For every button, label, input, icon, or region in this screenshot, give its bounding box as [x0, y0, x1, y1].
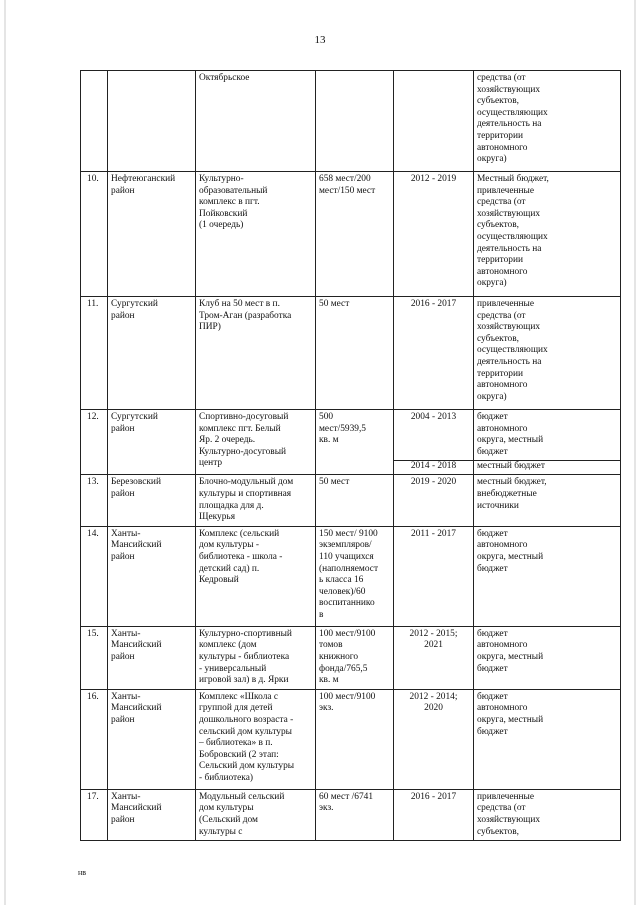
years-cell: 2004 - 2013	[394, 410, 474, 461]
object-cell: Октябрьское	[196, 71, 316, 172]
years-cell: 2016 - 2017	[394, 789, 474, 840]
capacity-cell: 50 мест	[316, 475, 394, 526]
page-number: 13	[314, 34, 326, 46]
object-cell: Культурно- образовательный комплекс в пгт. Пойковский (1 очередь)	[196, 172, 316, 297]
capacity-cell: 50 мест	[316, 297, 394, 410]
funding-cell: бюджет автономного округа, местный бюджет	[474, 526, 621, 626]
funding-cell: привлеченные средства (от хозяйствующих субъектов,	[474, 789, 621, 840]
years-cell: 2012 - 2015; 2021	[394, 626, 474, 689]
funding-cell: привлеченные средства (от хозяйствующих субъектов, осуществляющих деятельность на территории автономного округа)	[474, 297, 621, 410]
row-number	[81, 71, 108, 172]
object-cell: Комплекс (сельский дом культуры - библиотека - школа - детский сад) п. Кедровый	[196, 526, 316, 626]
objects-table	[80, 70, 621, 841]
footer-mark: нв	[78, 868, 87, 877]
row-number: 15.	[81, 626, 108, 689]
row-number: 10.	[81, 172, 108, 297]
object-cell: Культурно-спортивный комплекс (дом культуры - библиотека - универсальный игровой зал) в д. Ярки	[196, 626, 316, 689]
region-cell: Сургутский район	[108, 297, 196, 410]
funding-cell: местный бюджет	[474, 461, 621, 475]
object-cell: Блочно-модульный дом культуры и спортивная площадка для д. Щекурья	[196, 475, 316, 526]
table-row	[81, 71, 621, 172]
region-cell: Ханты- Мансийский район	[108, 789, 196, 840]
years-cell: 2012 - 2019	[394, 172, 474, 297]
object-cell: Модульный сельский дом культуры (Сельский дом культуры с	[196, 789, 316, 840]
table-row	[81, 789, 621, 840]
capacity-cell: 500 мест/5939,5 кв. м	[316, 410, 394, 475]
region-cell: Ханты- Мансийский район	[108, 626, 196, 689]
funding-cell: средства (от хозяйствующих субъектов, осуществляющих деятельность на территории автономного округа)	[474, 71, 621, 172]
table-row	[81, 172, 621, 297]
funding-cell: бюджет автономного округа, местный бюджет	[474, 410, 621, 461]
row-number: 13.	[81, 475, 108, 526]
years-cell: 2014 - 2018	[394, 461, 474, 475]
capacity-cell: 150 мест/ 9100 экземпляров/ 110 учащихся (наполняемост ь класса 16 человек)/60 воспитаннико в	[316, 526, 394, 626]
region-cell	[108, 71, 196, 172]
capacity-cell: 60 мест /6741 экз.	[316, 789, 394, 840]
years-cell	[394, 71, 474, 172]
table-row	[81, 526, 621, 626]
table-row	[81, 689, 621, 789]
region-cell: Ханты- Мансийский район	[108, 526, 196, 626]
table-row	[81, 475, 621, 526]
years-cell: 2011 - 2017	[394, 526, 474, 626]
years-cell: 2012 - 2014; 2020	[394, 689, 474, 789]
region-cell: Березовский район	[108, 475, 196, 526]
region-cell: Ханты- Мансийский район	[108, 689, 196, 789]
row-number: 14.	[81, 526, 108, 626]
capacity-cell: 100 мест/9100 томов книжного фонда/765,5 кв. м	[316, 626, 394, 689]
row-number: 17.	[81, 789, 108, 840]
object-cell: Спортивно-досуговый комплекс пгт. Белый Яр. 2 очередь. Культурно-досуговый центр	[196, 410, 316, 475]
years-cell: 2019 - 2020	[394, 475, 474, 526]
row-number: 11.	[81, 297, 108, 410]
funding-cell: бюджет автономного округа, местный бюджет	[474, 626, 621, 689]
capacity-cell: 658 мест/200 мест/150 мест	[316, 172, 394, 297]
object-cell: Комплекс «Школа с группой для детей дошкольного возраста - сельский дом культуры – библиотека» в п. Бобровский (2 этап: Сельский дом культуры - библиотека)	[196, 689, 316, 789]
capacity-cell: 100 мест/9100 экз.	[316, 689, 394, 789]
funding-cell: Местный бюджет, привлеченные средства (от хозяйствующих субъектов, осуществляющих деятельность на территории автономного округа)	[474, 172, 621, 297]
row-number: 16.	[81, 689, 108, 789]
region-cell: Нефтеюганский район	[108, 172, 196, 297]
funding-cell: местный бюджет, внебюджетные источники	[474, 475, 621, 526]
row-number: 12.	[81, 410, 108, 475]
table-row	[81, 410, 621, 461]
table-row	[81, 626, 621, 689]
capacity-cell	[316, 71, 394, 172]
region-cell: Сургутский район	[108, 410, 196, 475]
table-row	[81, 297, 621, 410]
years-cell: 2016 - 2017	[394, 297, 474, 410]
object-cell: Клуб на 50 мест в п. Тром-Аган (разработка ПИР)	[196, 297, 316, 410]
funding-cell: бюджет автономного округа, местный бюджет	[474, 689, 621, 789]
